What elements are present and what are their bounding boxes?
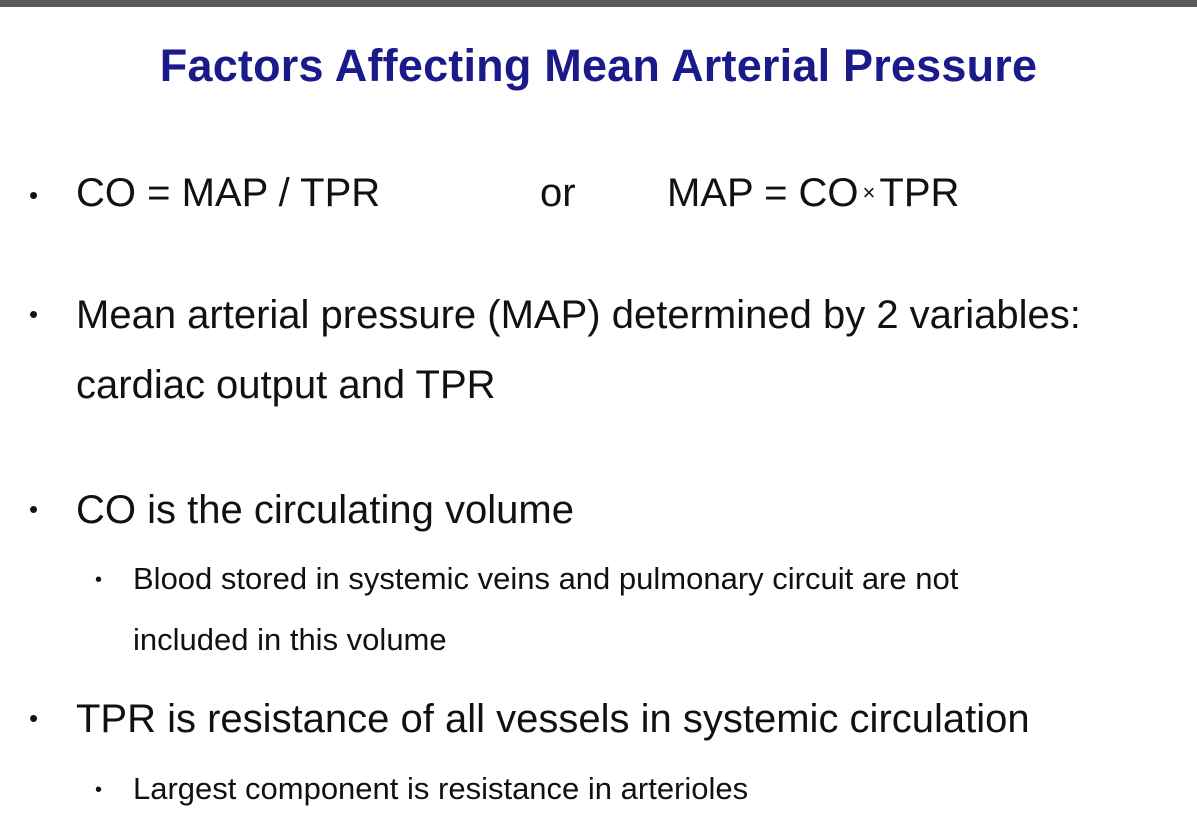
slide-title: Factors Affecting Mean Arterial Pressure: [159, 40, 1038, 91]
bullet-line: Mean arterial pressure (MAP) determined by 2 variables:: [76, 293, 1081, 337]
sub-bullet-line: included in this volume: [133, 622, 447, 657]
top-border-bar: [0, 0, 1197, 7]
formula-co: CO = MAP / TPR: [76, 171, 381, 215]
sub-bullet-largest-component: Largest component is resistance in arterioles: [133, 771, 749, 806]
formula-connector: or: [540, 171, 576, 215]
sub-bullet-line: Blood stored in systemic veins and pulmonary circuit are not: [133, 561, 959, 596]
times-symbol: ×: [862, 180, 876, 205]
bullet-dot: •: [29, 180, 39, 210]
bullet-dot: •: [29, 494, 39, 524]
bullet-dot: •: [29, 299, 39, 329]
sub-bullet-blood-stored: [133, 548, 958, 670]
bullet-dot: •: [29, 703, 39, 733]
formula-map: [667, 171, 959, 216]
formula-map-left: MAP = CO: [667, 171, 859, 215]
sub-bullet-dot: •: [95, 779, 103, 801]
bullet-tpr-resistance: TPR is resistance of all vessels in systemic circulation: [76, 697, 1030, 741]
bullet-line: cardiac output and TPR: [76, 363, 496, 407]
bullet-map-determined: [76, 280, 1081, 420]
formula-map-right: TPR: [879, 171, 960, 215]
sub-bullet-dot: •: [95, 569, 103, 591]
bullet-co-volume: CO is the circulating volume: [76, 488, 574, 532]
